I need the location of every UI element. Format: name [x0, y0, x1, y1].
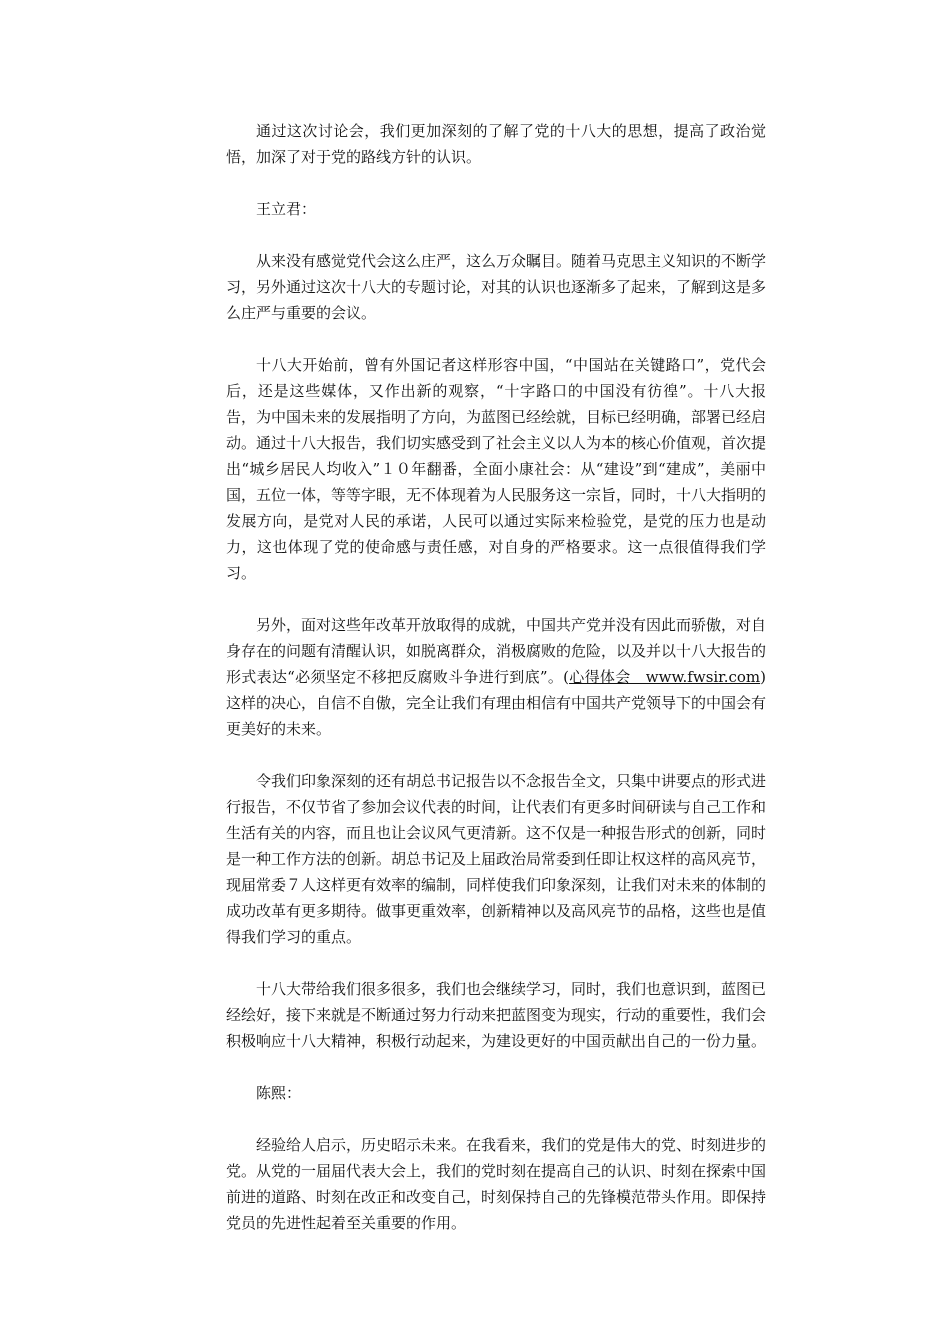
document-page	[226, 118, 766, 1262]
source-link[interactable]: 心得体会 www.fwsir.com	[569, 668, 761, 686]
speaker-name: 陈熙：	[256, 1084, 302, 1102]
paragraph-with-link	[226, 612, 766, 742]
paragraph-text: 另外，面对这些年改革开放取得的成就，中国共产党并没有因此而骄傲，对自身存在的问题有清醒认识，如脱离群众，消极腐败的危险，以及并以十八大报告的形式表达“必须坚定不移把反腐败斗争进行到底”。(	[226, 616, 767, 686]
paragraph: 十八大开始前，曾有外国记者这样形容中国，“中国站在关键路口”，党代会后，还是这些媒体，又作出新的观察，“十字路口的中国没有彷徨”。十八大报告，为中国未来的发展指明了方向，为蓝图已经绘就，目标已经明确，部署已经启动。通过十八大报告，我们切实感受到了社会主义以人为本的核心价值观，首次提出“城乡居民人均收入”１０年翻番，全面小康社会：从“建设”到“建成”，美丽中国，五位一体，等等字眼，无不体现着为人民服务这一宗旨，同时，十八大指明的发展方向，是党对人民的承诺，人民可以通过实际来检验党，是党的压力也是动力，这也体现了党的使命感与责任感，对自身的严格要求。这一点很值得我们学习。	[226, 356, 767, 582]
paragraph: 从来没有感觉党代会这么庄严，这么万众瞩目。随着马克思主义知识的不断学习，另外通过这次十八大的专题讨论，对其的认识也逐渐多了起来，了解到这是多么庄严与重要的会议。	[226, 252, 767, 322]
paragraph-text: )这样的决心，自信不自傲，完全让我们有理由相信有中国共产党领导下的中国会有更美好的未来。	[226, 668, 767, 738]
speaker-name: 王立君：	[256, 200, 317, 218]
paragraph: 十八大带给我们很多很多，我们也会继续学习，同时，我们也意识到，蓝图已经绘好，接下来就是不断通过努力行动来把蓝图变为现实，行动的重要性，我们会积极响应十八大精神，积极行动起来，为建设更好的中国贡献出自己的一份力量。	[226, 980, 767, 1050]
paragraph: 经验给人启示，历史昭示未来。在我看来，我们的党是伟大的党、时刻进步的党。从党的一届届代表大会上，我们的党时刻在提高自己的认识、时刻在探索中国前进的道路、时刻在改正和改变自己，时刻保持自己的先锋模范带头作用。即保持党员的先进性起着至关重要的作用。	[226, 1136, 767, 1232]
paragraph: 令我们印象深刻的还有胡总书记报告以不念报告全文，只集中讲要点的形式进行报告，不仅节省了参加会议代表的时间，让代表们有更多时间研读与自己工作和生活有关的内容，而且也让会议风气更清新。这不仅是一种报告形式的创新，同时是一种工作方法的创新。胡总书记及上届政治局常委到任即让权这样的高风亮节，现届常委７人这样更有效率的编制，同样使我们印象深刻，让我们对未来的体制的成功改革有更多期待。做事更重效率，创新精神以及高风亮节的品格，这些也是值得我们学习的重点。	[226, 772, 767, 946]
paragraph-intro: 通过这次讨论会，我们更加深刻的了解了党的十八大的思想，提高了政治觉悟，加深了对于党的路线方针的认识。	[226, 122, 766, 166]
